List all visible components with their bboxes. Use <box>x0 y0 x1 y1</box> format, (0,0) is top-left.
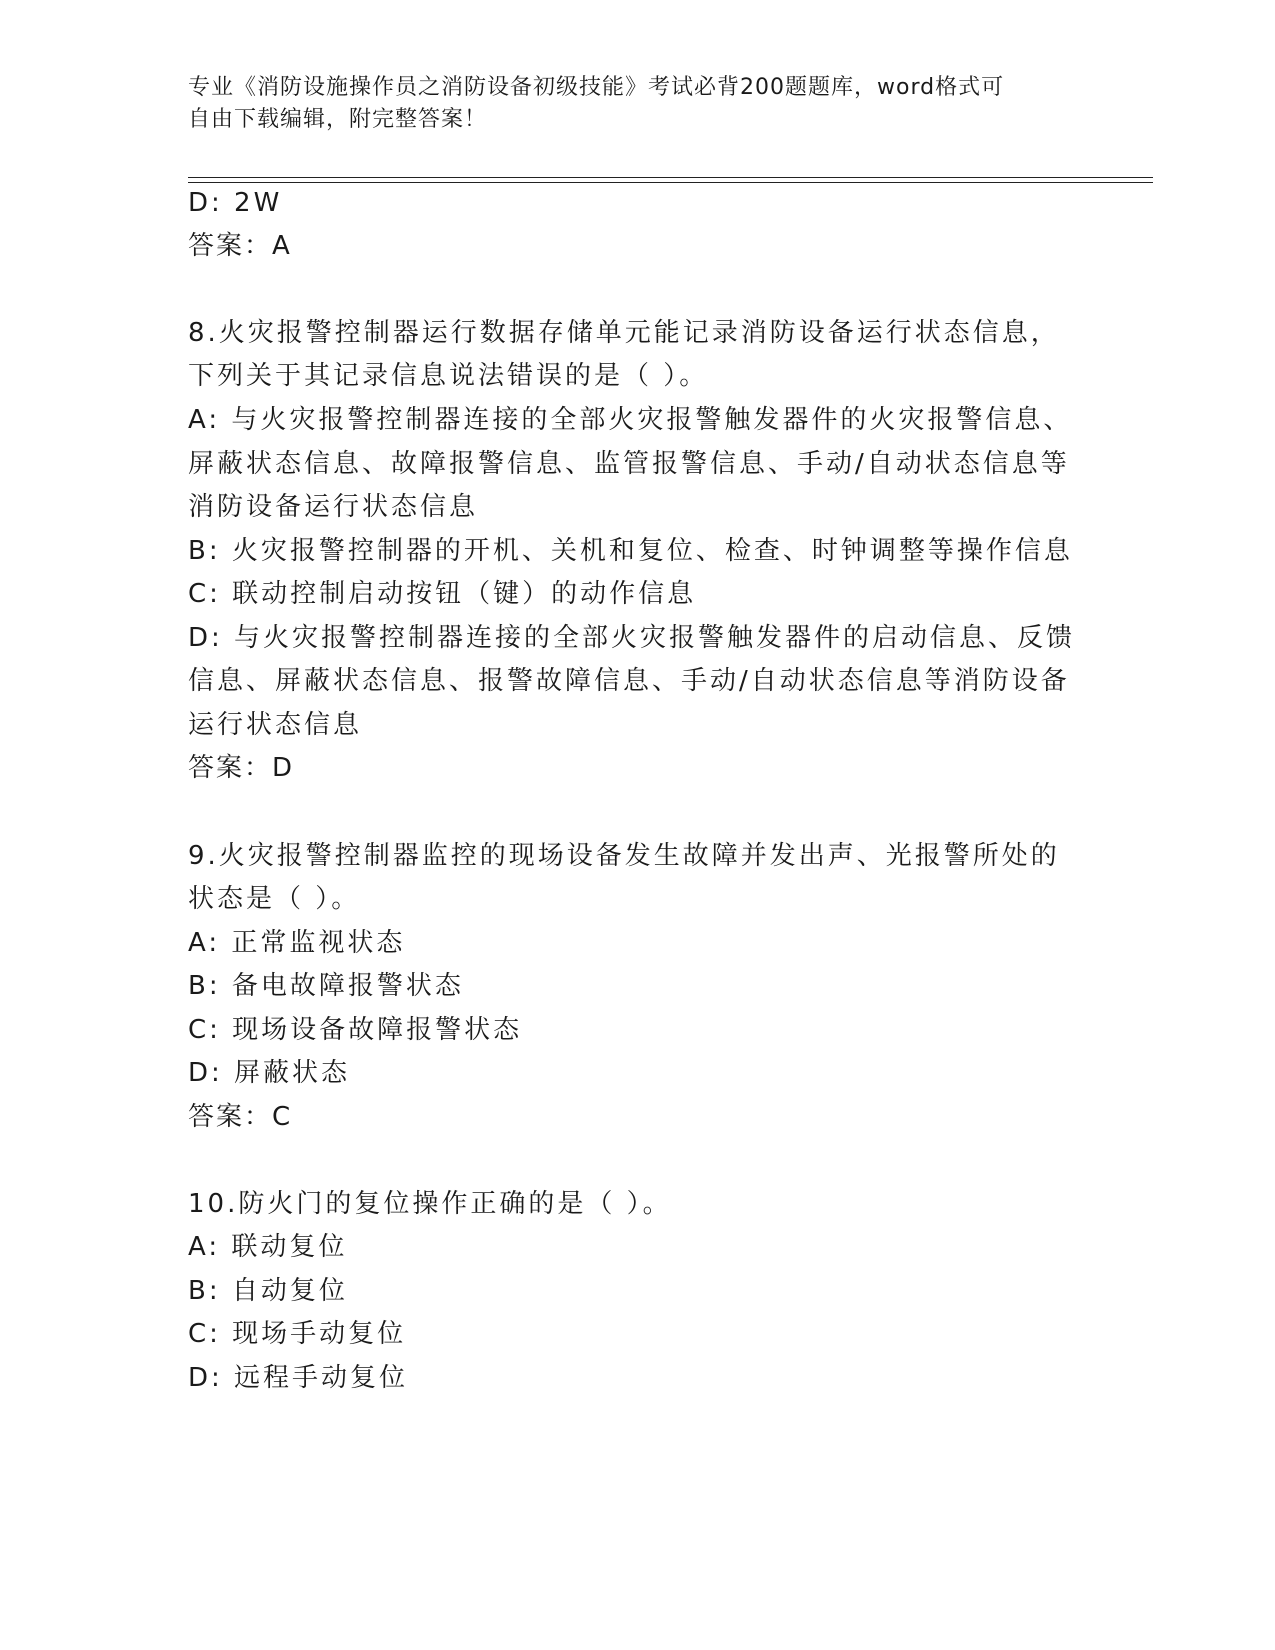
option-line: C: 联动控制启动按钮（键）的动作信息 <box>188 579 697 609</box>
option-line: D: 与火灾报警控制器连接的全部火灾报警触发器件的启动信息、反馈 <box>188 623 1076 653</box>
question-line: 10.防火门的复位操作正确的是（ ）。 <box>188 1189 672 1219</box>
answer-line: 答案：A <box>188 231 292 261</box>
option-line: 运行状态信息 <box>188 710 363 740</box>
question-line: 8.火灾报警控制器运行数据存储单元能记录消防设备运行状态信息， <box>188 318 1060 348</box>
option-line: A: 正常监视状态 <box>188 928 406 958</box>
option-line: C: 现场设备故障报警状态 <box>188 1015 523 1045</box>
option-line: 消防设备运行状态信息 <box>188 492 479 522</box>
answer-line: 答案：D <box>188 753 295 783</box>
question-line: 9.火灾报警控制器监控的现场设备发生故障并发出声、光报警所处的 <box>188 841 1060 871</box>
option-line: D: 远程手动复位 <box>188 1363 409 1393</box>
question-line: 下列关于其记录信息说法错误的是（ ）。 <box>188 361 709 391</box>
document-header <box>188 72 1088 136</box>
question-line: 状态是（ ）。 <box>188 884 361 914</box>
option-line: D: 2W <box>188 188 283 218</box>
header-line-2: 自由下载编辑，附完整答案！ <box>188 107 488 132</box>
header-line-1: 专业《消防设施操作员之消防设备初级技能》考试必背200题题库，word格式可 <box>188 75 1005 100</box>
option-line: D: 屏蔽状态 <box>188 1058 351 1088</box>
option-line: B: 火灾报警控制器的开机、关机和复位、检查、时钟调整等操作信息 <box>188 536 1073 566</box>
answer-line: 答案：C <box>188 1102 293 1132</box>
header-divider-top <box>188 177 1153 178</box>
option-line: A: 联动复位 <box>188 1232 348 1262</box>
option-line: A: 与火灾报警控制器连接的全部火灾报警触发器件的火灾报警信息、 <box>188 405 1073 435</box>
option-line: 信息、屏蔽状态信息、报警故障信息、手动/自动状态信息等消防设备 <box>188 666 1070 696</box>
header-divider-bottom <box>188 182 1153 183</box>
option-line: B: 备电故障报警状态 <box>188 971 464 1001</box>
option-line: C: 现场手动复位 <box>188 1319 407 1349</box>
option-line: B: 自动复位 <box>188 1276 348 1306</box>
option-line: 屏蔽状态信息、故障报警信息、监管报警信息、手动/自动状态信息等 <box>188 449 1070 479</box>
